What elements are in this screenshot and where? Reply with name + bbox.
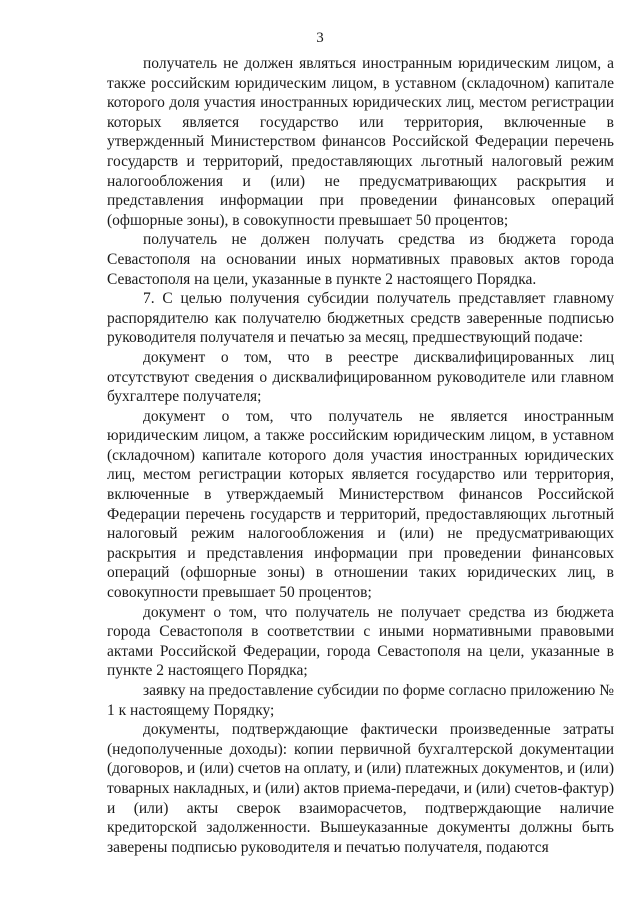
- page-number: 3: [316, 30, 324, 46]
- paragraph-5: документ о том, что получатель не является иностранным юридическим лицом, а также российским юридическим лицом, в уставном (складочном) капитале которого доля участия иностранных юридических лиц, местом регистрации которых является государство или территория, включенные в утверждаемый Министерством финансов Российской Федерации перечень государств и территорий, предоставляющих льготный налоговый режим налогообложения и (или) не предусматривающих раскрытия и представления информации при проведении финансовых операций (офшорные зоны) в отношении таких юридических лиц, в совокупности превышает 50 процентов;: [107, 407, 614, 602]
- paragraph-3: 7. С целью получения субсидии получатель представляет главному распорядителю как получателю бюджетных средств заверенные подписью руководителя получателя и печатью за месяц, предшествующий подаче:: [107, 290, 614, 347]
- paragraph-8: документы, подтверждающие фактически произведенные затраты (недополученные доходы): копии первичной бухгалтерской документации (договоров, и (или) счетов на оплату, и (или) платежных документов, и (или) товарных накладных, и (или) актов приема-передачи, и (или) счетов-фактур) и (или) акты сверок взаиморасчетов, подтверждающие наличие кредиторской задолженности. Вышеуказанные документы должны быть заверены подписью руководителя и печатью получателя, подаются: [107, 721, 614, 856]
- paragraph-2: получатель не должен получать средства из бюджета города Севастополя на основании иных нормативных правовых актов города Севастополя на цели, указанные в пункте 2 настоящего Порядка.: [107, 231, 614, 288]
- document-body: [107, 54, 614, 857]
- paragraph-1: получатель не должен являться иностранным юридическим лицом, а также российским юридическим лицом, в уставном (складочном) капитале которого доля участия иностранных юридических лиц, местом регистрации которых является государство или территория, включенные в утвержденный Министерством финансов Российской Федерации перечень государств и территорий, предоставляющих льготный налоговый режим налогообложения и (или) не предусматривающих раскрытия и представления информации при проведении финансовых операций (офшорные зоны), в совокупности превышает 50 процентов;: [107, 55, 614, 229]
- paragraph-4: документ о том, что в реестре дисквалифицированных лиц отсутствуют сведения о дисквалифицированном руководителе или главном бухгалтере получателя;: [107, 348, 614, 406]
- paragraph-6: документ о том, что получатель не получает средства из бюджета города Севастополя в соответствии с иными нормативными правовыми актами Российской Федерации, города Севастополя на цели, указанные в пункте 2 настоящего Порядка;: [107, 603, 614, 680]
- paragraph-7: заявку на предоставление субсидии по форме согласно приложению № 1 к настоящему Порядку;: [107, 682, 614, 719]
